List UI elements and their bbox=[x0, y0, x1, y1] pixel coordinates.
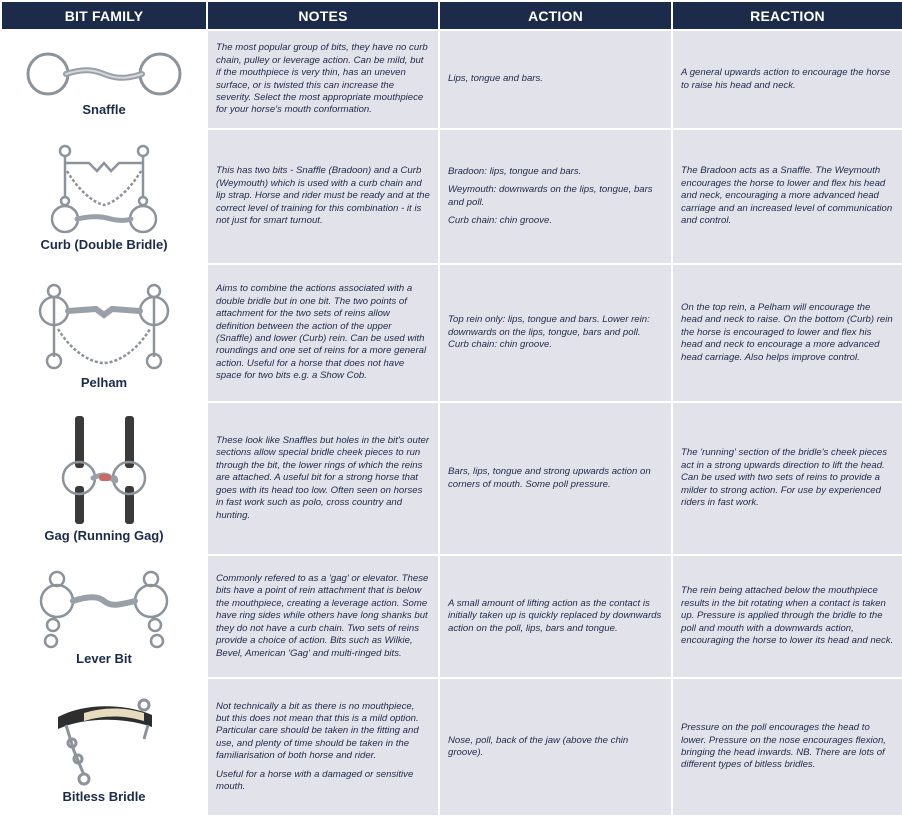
table-row bbox=[2, 265, 902, 401]
family-name: Gag (Running Gag) bbox=[44, 527, 164, 543]
action-text: Bradoon: lips, tongue and bars. bbox=[448, 165, 582, 177]
notes-text: Not technically a bit as there is no mouthpiece, but this does not mean that this is a mild option. Particular care should be taken in the fitting and use, and plenty of time should be taken in the familiarisation of both horse and rider. bbox=[216, 700, 419, 762]
table-row bbox=[2, 130, 902, 263]
table-row bbox=[2, 31, 902, 128]
notes-text: The most popular group of bits, they have no curb chain, pulley or leverage action. Can be mild, but if the mouthpiece is very thin, has an uneven surface, or is twisted this can increase the severity. Select the most appropriate mouthpiece for your horse's mouth conformation. bbox=[216, 42, 428, 116]
reaction-text: A general upwards action to encourage the horse to raise his head and neck. bbox=[681, 67, 891, 91]
family-name: Pelham bbox=[80, 374, 128, 390]
notes-cell bbox=[208, 130, 438, 263]
notes-cell bbox=[208, 403, 438, 554]
action-cell bbox=[440, 31, 671, 128]
action-cell bbox=[440, 403, 671, 554]
action-cell bbox=[440, 556, 671, 677]
reaction-text: The rein being attached below the mouthpiece results in the bit rotating when a contact is taken up. Pressure is applied through the bridle to the poll and mouth with a downwards action, encouraging the horse to lower its head and neck. bbox=[681, 585, 894, 647]
snaffle-bit-icon bbox=[24, 48, 184, 100]
action-text: Bars, lips, tongue and strong upwards action on corners of mouth. Some poll pressure. bbox=[448, 466, 651, 490]
reaction-text: The 'running' section of the bridle's cheek pieces act in a strong upwards direction to lift the head. Can be used with two sets of reins to provide a milder to strong action. For use by experienced riders in fast work. bbox=[681, 447, 888, 509]
family-cell bbox=[2, 31, 206, 128]
reaction-text: The Bradoon acts as a Snaffle. The Weymouth encourages the horse to lower and flex his head and neck, encouraging a more advanced head carriage and an increased level of communication and control. bbox=[681, 165, 893, 227]
action-text: Top rein only: lips, tongue and bars. Lower rein: downwards on the lips, tongue, bars and poll. Curb chain: chin groove. bbox=[448, 314, 650, 351]
family-name: Snaffle bbox=[82, 101, 126, 117]
family-name: Bitless Bridle bbox=[62, 788, 146, 804]
table-row bbox=[2, 556, 902, 677]
notes-text: Useful for a horse with a damaged or sensitive mouth. bbox=[216, 768, 414, 793]
notes-cell bbox=[208, 31, 438, 128]
family-cell bbox=[2, 556, 206, 677]
header-notes: NOTES bbox=[208, 2, 438, 29]
family-cell bbox=[2, 679, 206, 815]
header-bit-family: BIT FAMILY bbox=[2, 2, 206, 29]
reaction-cell bbox=[673, 679, 902, 815]
family-name: Lever Bit bbox=[76, 650, 132, 666]
reaction-cell bbox=[673, 556, 902, 677]
notes-cell bbox=[208, 679, 438, 815]
action-text: Weymouth: downwards on the lips, tongue, bars and poll. bbox=[448, 184, 653, 208]
family-name: Curb (Double Bridle) bbox=[40, 236, 168, 252]
table-row bbox=[2, 679, 902, 815]
reaction-text: Pressure on the poll encourages the head to lower. Pressure on the nose encourages flexion, bringing the head inwards. NB. There are lots of different types of bitless bridles. bbox=[681, 722, 886, 771]
header-row bbox=[2, 2, 902, 29]
pelham-bit-icon bbox=[34, 281, 174, 373]
action-text: A small amount of lifting action as the contact is initially taken up is quickly replaced by downwards action on the poll, lips, bars and tongue. bbox=[448, 597, 662, 634]
notes-cell bbox=[208, 556, 438, 677]
running-gag-bit-icon bbox=[49, 416, 159, 526]
notes-text: Commonly refered to as a 'gag' or elevator. These bits have a point of rein attachment that is below the mouthpiece, creating a leverage action. Some have ring sides while others have long shanks but they do not have a curb chain. Two sets of reins provide a choice of action. Bits such as Wilkie, Bevel, American 'Gag' and multi-ringed bits. bbox=[216, 573, 429, 659]
reaction-cell bbox=[673, 403, 902, 554]
header-action: ACTION bbox=[440, 2, 671, 29]
notes-text: These look like Snaffles but holes in the bit's outer sections allow special bridle cheek pieces to run through the bit, the lower rings of which the reins are attached. A useful bit for a strong horse that goes with its head too low. Often seen on horses in fast work such as polo, cross country and hunting. bbox=[216, 435, 430, 521]
family-cell bbox=[2, 403, 206, 554]
bitless-bridle-icon bbox=[44, 695, 164, 787]
action-text: Nose, poll, back of the jaw (above the chin groove). bbox=[448, 734, 629, 758]
notes-cell bbox=[208, 265, 438, 401]
reaction-cell bbox=[673, 31, 902, 128]
reaction-text: On the top rein, a Pelham will encourage the head and neck to raise. On the bottom (Curb) rein the horse is encouraged to lower and flex his head and neck to encourage a more advanced head carriage. Also helps improve control. bbox=[681, 301, 893, 363]
header-reaction: REACTION bbox=[673, 2, 902, 29]
lever-bit-icon bbox=[39, 569, 169, 649]
family-cell bbox=[2, 265, 206, 401]
action-cell bbox=[440, 130, 671, 263]
action-cell bbox=[440, 265, 671, 401]
notes-text: Aims to combine the actions associated with a double bridle but in one bit. The two points of attachment for the two sets of reins allow definition between the action of the upper (Snaffle) and lower (Curb) rein. Can be used with roundings and one set of reins for a more general action. Useful for a horse that does not have space for two bits e.g. a Show Cob. bbox=[216, 283, 427, 382]
action-text: Lips, tongue and bars. bbox=[448, 73, 543, 85]
action-text: Curb chain: chin groove. bbox=[448, 214, 552, 226]
reaction-cell bbox=[673, 265, 902, 401]
family-cell bbox=[2, 130, 206, 263]
curb-double-bridle-bit-icon bbox=[49, 141, 159, 235]
action-cell bbox=[440, 679, 671, 815]
table-row bbox=[2, 403, 902, 554]
notes-text: This has two bits - Snaffle (Bradoon) and a Curb (Weymouth) which is used with a curb chain and lip strap. Horse and rider must be ready and at the correct level of training for this combination - it is not just for smart turnout. bbox=[216, 165, 430, 227]
reaction-cell bbox=[673, 130, 902, 263]
